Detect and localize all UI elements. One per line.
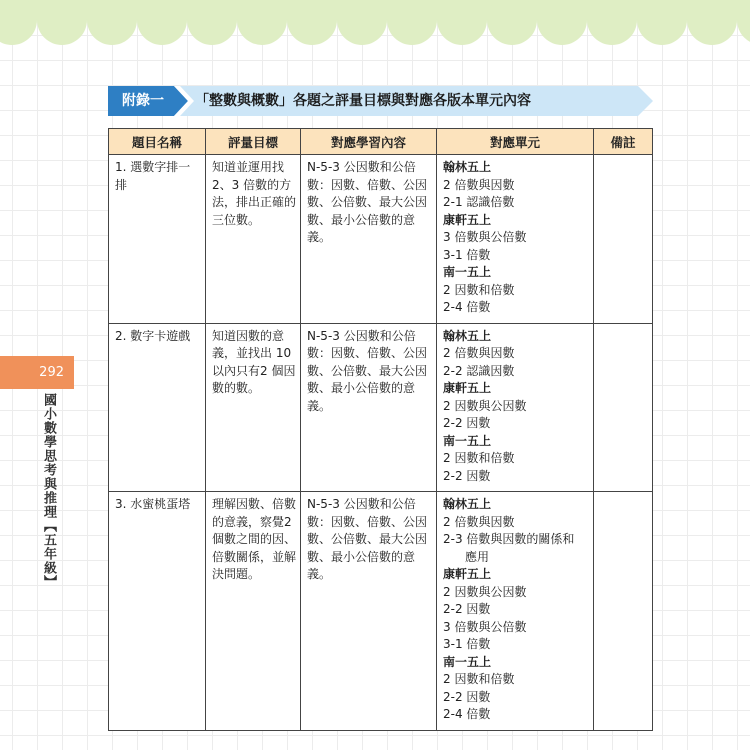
cell-units (437, 323, 594, 492)
publisher-label: 翰林五上 (443, 328, 492, 343)
book-title: 國小數學思考與推理【五年級】 (41, 393, 56, 589)
cell-note (594, 155, 653, 324)
cell-topic: 2. 數字卡遊戲 (109, 323, 206, 492)
unit-item: 2 因數和倍數 (443, 672, 515, 686)
table-row (109, 323, 653, 492)
page-number: 292 (0, 356, 74, 389)
unit-item: 2-2 因數 (443, 468, 491, 483)
assessment-table (108, 128, 653, 731)
publisher-label: 南一五上 (443, 654, 492, 669)
cell-content: N-5-3 公因數和公倍數：因數、倍數、公因數、公倍數、最大公因數、最小公倍數的意義。 (301, 155, 437, 324)
scallop-border (0, 0, 750, 50)
unit-item: 2-4 倍數 (443, 300, 491, 314)
table-row (109, 492, 653, 731)
publisher-label: 南一五上 (443, 433, 492, 448)
appendix-label: 附錄一 (122, 93, 164, 109)
unit-item: 應用 (465, 549, 490, 564)
unit-item: 2-4 倍數 (443, 707, 491, 721)
header-topic: 題目名稱 (109, 129, 206, 155)
cell-note (594, 323, 653, 492)
cell-topic: 3. 水蜜桃蛋塔 (109, 492, 206, 731)
unit-item: 2-1 認識倍數 (443, 195, 515, 209)
cell-goal: 知道因數的意義，並找出 10以內只有2 個因數的數。 (206, 323, 301, 492)
header-goal: 評量目標 (206, 129, 301, 155)
publisher-label: 翰林五上 (443, 160, 492, 174)
publisher-label: 康軒五上 (443, 567, 492, 581)
unit-item: 2-2 因數 (443, 689, 491, 704)
publisher-label: 南一五上 (443, 265, 492, 279)
unit-item: 2-2 認識因數 (443, 363, 515, 378)
cell-goal: 知道並運用找 2、3 倍數的方法，排出正確的三位數。 (206, 155, 301, 324)
unit-item: 2 倍數與因數 (443, 346, 515, 360)
unit-item: 3-1 倍數 (443, 637, 491, 651)
unit-item: 2 倍數與因數 (443, 514, 515, 529)
unit-item: 3 倍數與公倍數 (443, 619, 527, 634)
cell-content: N-5-3 公因數和公倍數：因數、倍數、公因數、公倍數、最大公因數、最小公倍數的意義。 (301, 323, 437, 492)
unit-item: 2 因數與公因數 (443, 584, 527, 599)
unit-item: 3-1 倍數 (443, 247, 491, 262)
unit-item: 2-2 因數 (443, 602, 491, 616)
table-row (109, 155, 653, 324)
appendix-title: 「整數與概數」各題之評量目標與對應各版本單元內容 (195, 93, 531, 109)
cell-units (437, 492, 594, 731)
unit-item: 2 因數和倍數 (443, 282, 515, 297)
unit-item: 3 倍數與公倍數 (443, 230, 527, 244)
header-content: 對應學習內容 (301, 129, 437, 155)
unit-item: 2 倍數與因數 (443, 177, 515, 192)
cell-content: N-5-3 公因數和公倍數：因數、倍數、公因數、公倍數、最大公因數、最小公倍數的意義。 (301, 492, 437, 731)
cell-note (594, 492, 653, 731)
unit-item: 2-3 倍數與因數的關係和 (443, 532, 575, 546)
cell-units (437, 155, 594, 324)
header-note: 備註 (594, 129, 653, 155)
unit-item: 2 因數與公因數 (443, 398, 527, 413)
header-units: 對應單元 (437, 129, 594, 155)
unit-item: 2-2 因數 (443, 416, 491, 430)
publisher-label: 康軒五上 (443, 381, 492, 395)
cell-goal: 理解因數、倍數的意義，察覺2個數之間的因、倍數關係，並解決問題。 (206, 492, 301, 731)
cell-topic: 1. 選數字排一排 (109, 155, 206, 324)
publisher-label: 翰林五上 (443, 497, 492, 511)
unit-item: 2 因數和倍數 (443, 451, 515, 465)
table-header-row (109, 129, 653, 155)
publisher-label: 康軒五上 (443, 212, 492, 227)
